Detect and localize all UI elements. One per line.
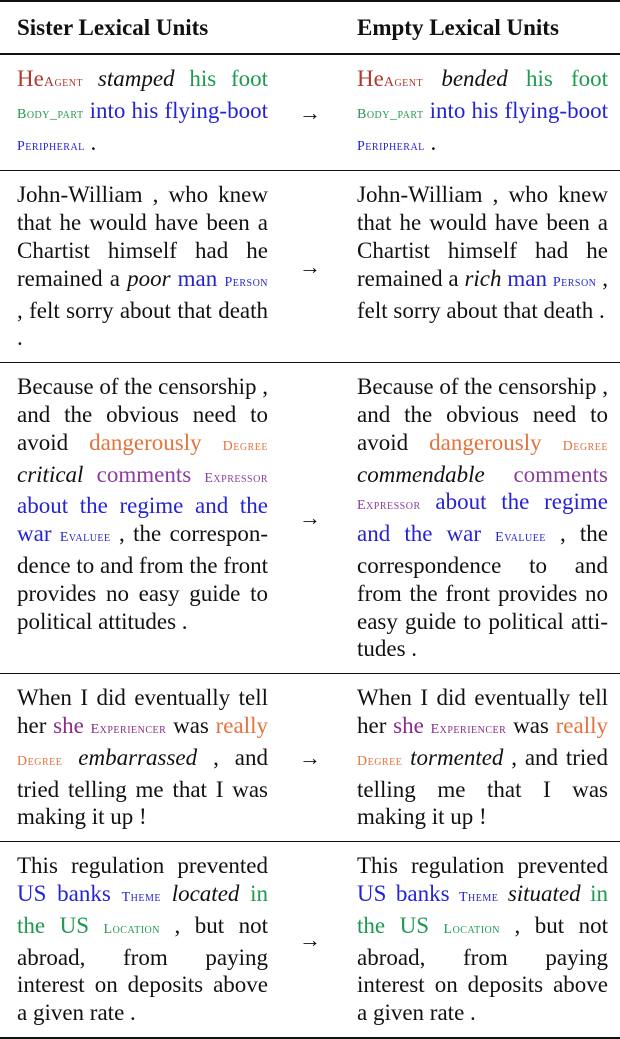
sentence-text: was [166, 712, 216, 738]
sentence-text: This regulation prevented [357, 853, 608, 879]
sentence-text [62, 745, 78, 770]
frame-element-label: Evaluee [495, 530, 546, 546]
sentence-text: , and tried telling me that I was making it up ! [357, 744, 609, 830]
frame-element-label: Degree [222, 438, 268, 454]
sentence-text: Because of the censorship , and the obvious need to avoid [357, 374, 609, 455]
sentence-text: was [506, 712, 556, 738]
frame-element-label: Experiencer [430, 721, 507, 737]
right-arrow-icon: → [299, 505, 321, 531]
sentence-text [171, 266, 178, 291]
sentence-text [239, 881, 250, 906]
frame-element-label: Person [224, 274, 269, 290]
target-lexical-unit: poor [127, 265, 171, 291]
frame-element-label: Body_part [17, 106, 84, 122]
sister-lexical-unit-sentence [0, 842, 280, 1038]
header-row [0, 1, 620, 54]
sentence-text [202, 430, 223, 455]
frame-element-label: Peripheral [17, 138, 85, 154]
annotated-span: about the regime and the war [357, 489, 608, 547]
frame-element-label: Body_part [357, 106, 424, 122]
right-arrow-icon: → [299, 744, 321, 770]
frame-element-label: Experiencer [90, 721, 167, 737]
target-lexical-unit: commendable [357, 461, 485, 487]
sister-lexical-unit-sentence [0, 171, 280, 363]
empty-lexical-unit-sentence [340, 171, 620, 363]
sentence-text [84, 713, 91, 738]
annotated-span: comments [96, 461, 192, 487]
sentence-text [83, 462, 96, 487]
frame-element-label: Degree [17, 753, 63, 769]
target-lexical-unit: stamped [97, 66, 175, 91]
sentence-text [485, 462, 514, 487]
sentence-text [89, 913, 104, 938]
table-row [0, 54, 620, 171]
frame-element-label: Agent [43, 75, 84, 90]
annotated-span: He [17, 66, 44, 91]
frame-element-label: Theme [458, 889, 499, 905]
sentence-text [450, 881, 459, 906]
right-arrow-icon: → [299, 99, 321, 125]
sentence-text [581, 881, 590, 906]
frame-element-label: Expressor [204, 470, 268, 486]
empty-lexical-unit-sentence [340, 842, 620, 1038]
sentence-text: , the correspondence to and from the front provides no easy guide to political attitudes . [357, 521, 609, 662]
target-lexical-unit: located [171, 880, 240, 906]
sentence-text [429, 913, 444, 938]
annotated-span: US banks [357, 880, 450, 906]
frame-element-label: Peripheral [357, 138, 425, 154]
annotated-span: man [507, 265, 547, 291]
frame-element-label: Person [552, 274, 597, 290]
sentence-text [175, 66, 190, 91]
annotated-span: US banks [17, 880, 111, 906]
annotated-span: she [393, 712, 424, 738]
table-row [0, 363, 620, 674]
sentence-text [542, 430, 563, 455]
sentence-text: . [424, 129, 437, 155]
sentence-text [191, 462, 204, 487]
frame-element-label: Evaluee [59, 530, 111, 546]
frame-element-label: Expressor [357, 498, 421, 514]
sentence-text [402, 745, 410, 770]
empty-lexical-unit-sentence [340, 674, 620, 842]
sentence-text: This regulation prevented [17, 853, 268, 879]
sentence-text: , the correspondence to and from the front provides no easy guide to political attitudes . [17, 521, 268, 634]
annotated-span: He [357, 66, 384, 91]
sentence-text [161, 881, 172, 906]
annotated-span: dangerously [429, 429, 542, 455]
sentence-text: John-William , who knew that he would have been a Chartist himself had he remained a [357, 182, 608, 291]
sentence-text: When I did eventually tell her [357, 685, 608, 738]
frame-element-label: Location [443, 921, 500, 937]
empty-lexical-unit-sentence [340, 54, 620, 171]
annotated-span: really [215, 712, 268, 738]
sentence-text: , but not abroad, from paying interest on deposits above a given rate . [17, 912, 269, 1026]
header-spacer [280, 1, 340, 54]
sentence-text: . [84, 129, 97, 155]
sentence-text [498, 881, 507, 906]
sentence-text: , felt sorry about that death . [17, 297, 268, 351]
target-lexical-unit: bended [441, 66, 508, 91]
frame-element-label: Degree [357, 753, 403, 769]
target-lexical-unit: rich [464, 265, 502, 291]
annotated-span: in the US [17, 880, 269, 938]
sentence-text: When I did eventually tell her [17, 685, 268, 738]
sentence-text [51, 521, 59, 546]
sentence-text [111, 881, 122, 906]
target-lexical-unit: tormented [410, 744, 504, 770]
annotated-span: into his flying-boot [429, 97, 608, 123]
table-row [0, 171, 620, 363]
target-lexical-unit: embarrassed [78, 744, 198, 770]
sister-lexical-unit-sentence [0, 54, 280, 171]
table-row [0, 674, 620, 842]
frame-element-label: Location [103, 921, 160, 937]
sentence-text [423, 66, 441, 91]
annotated-span: in the US [357, 880, 608, 938]
sentence-text: , and tried telling me that I was making it up ! [17, 744, 268, 830]
annotated-span: into his flying-boot [89, 97, 268, 123]
annotated-span: comments [513, 461, 608, 487]
header-sister-lexical-units: Sister Lexical Units [0, 1, 280, 54]
target-lexical-unit: situated [507, 880, 581, 906]
sentence-text [83, 66, 98, 91]
right-arrow-icon: → [299, 253, 321, 279]
frame-element-label: Theme [121, 889, 161, 905]
sentence-text: , felt sorry about that death . [357, 265, 608, 323]
sentence-text: John-William , who knew that he would have been a Chartist himself had he remained a [17, 182, 268, 291]
annotated-span: man [177, 265, 218, 291]
sister-lexical-unit-sentence [0, 363, 280, 674]
sentence-text: Because of the censorship , and the obvious need to avoid [17, 374, 269, 455]
sister-lexical-unit-sentence [0, 674, 280, 842]
frame-element-label: Degree [562, 438, 608, 454]
frame-element-label: Agent [383, 75, 424, 90]
annotated-span: dangerously [89, 429, 202, 455]
annotated-span: his foot [189, 66, 269, 91]
annotated-span: his foot [525, 66, 609, 91]
right-arrow-icon: → [299, 926, 321, 952]
sentence-text: , but not abroad, from paying interest on deposits above a given rate . [357, 912, 609, 1026]
sentence-text [481, 521, 495, 546]
table-body [0, 54, 620, 1038]
annotated-span: she [53, 712, 84, 738]
sentence-text [508, 66, 526, 91]
target-lexical-unit: critical [17, 461, 84, 487]
sentence-text [424, 713, 431, 738]
annotated-span: really [555, 712, 608, 738]
header-empty-lexical-units: Empty Lexical Units [340, 1, 620, 54]
sentence-text [421, 489, 436, 514]
empty-lexical-unit-sentence [340, 363, 620, 674]
annotated-span: about the regime and the war [17, 493, 268, 547]
table-row [0, 842, 620, 1038]
